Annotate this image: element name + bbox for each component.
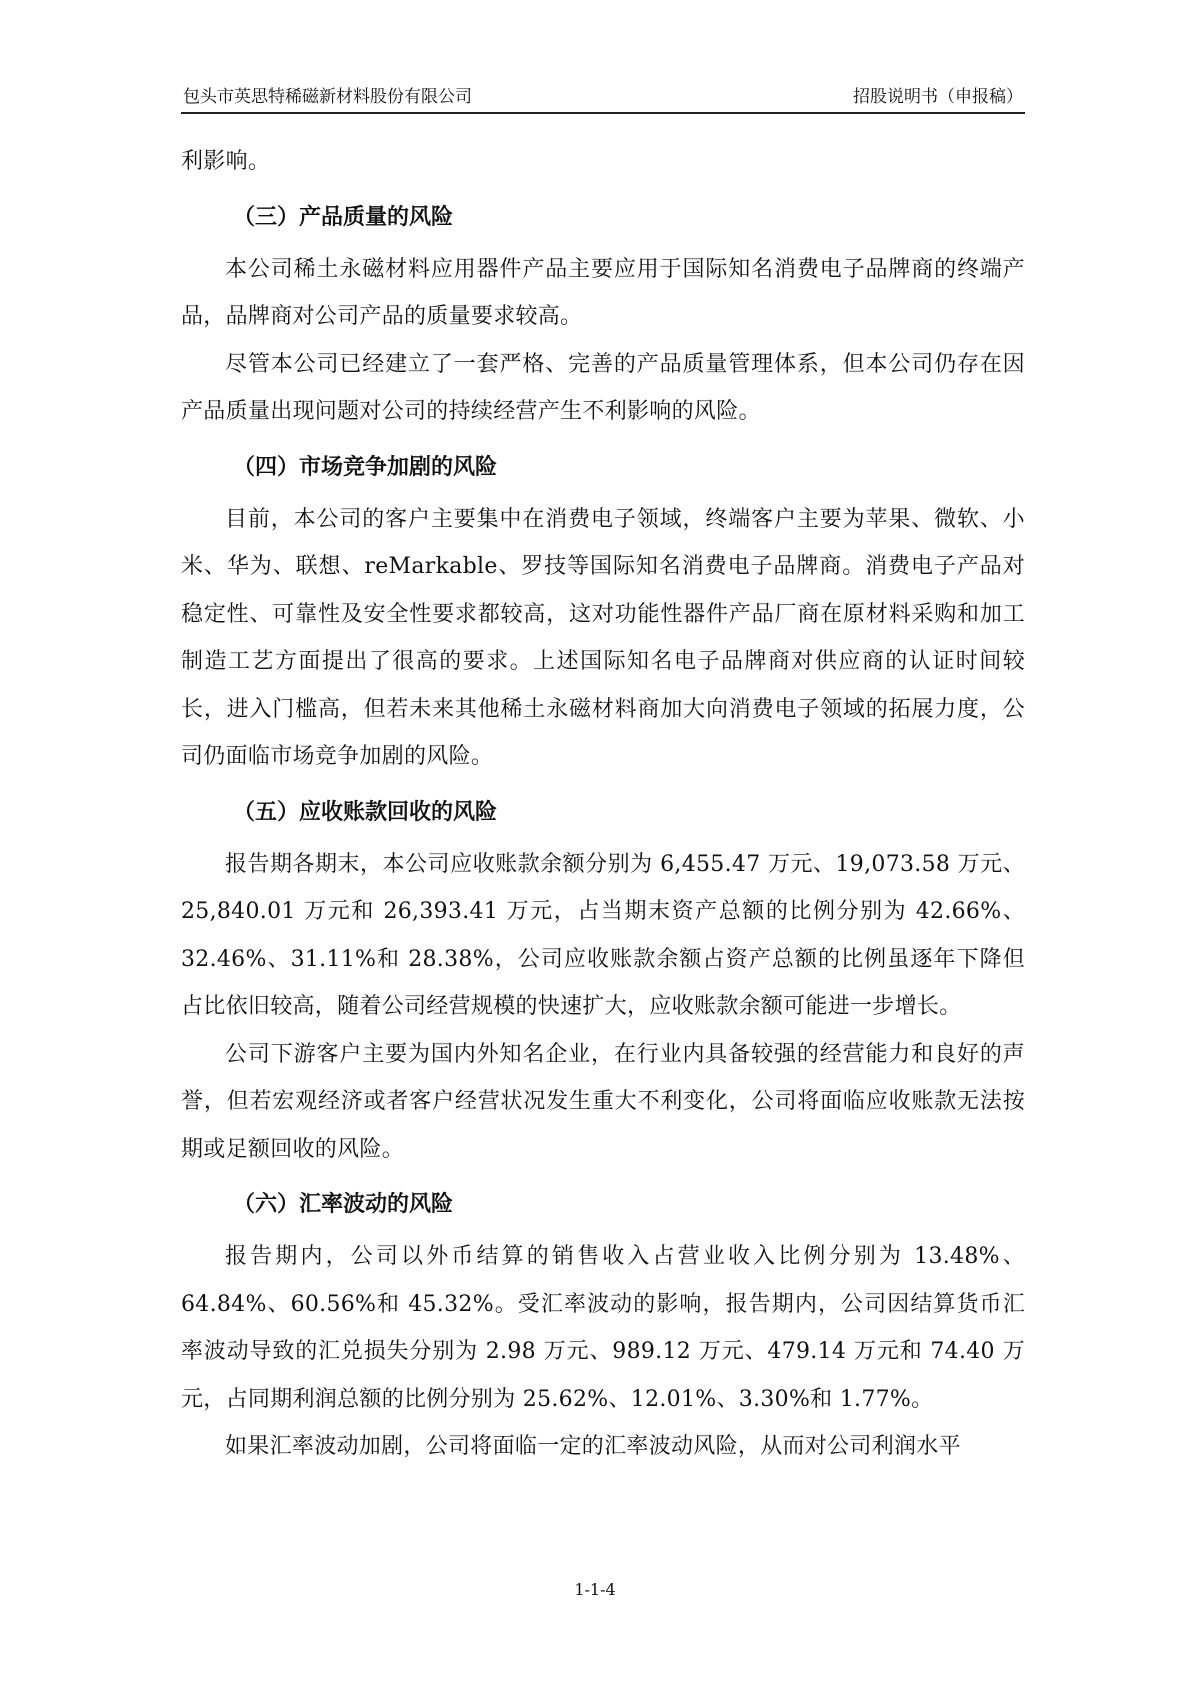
- section-heading-receivables: （五）应收账款回收的风险: [233, 798, 498, 825]
- paragraph: 目前，本公司的客户主要集中在消费电子领域，终端客户主要为苹果、微软、小米、华为、联想、reMarkable、罗技等国际知名消费电子品牌商。消费电子产品对稳定性、可靠性及安全性要求都较高，这对功能性器件产品厂商在原材料采购和加工制造工艺方面提出了很高的要求。上述国际知名电子品牌商对供应商的认证时间较长，进入门槛高，但若未来其他稀土永磁材料商加大向消费电子领域的拓展力度，公司仍面临市场竞争加剧的风险。: [181, 506, 1025, 769]
- header-document-type: 招股说明书（申报稿）: [853, 87, 1023, 107]
- paragraph: 报告期各期末，本公司应收账款余额分别为 6,455.47 万元、19,073.58 万元、25,840.01 万元和 26,393.41 万元，占当期末资产总额的比例分别为 42.66%、32.46%、31.11%和 28.38%，公司应收账款余额占资产总额的比例虽逐年下降但占比依旧较高，随着公司经营规模的快速扩大，应收账款余额可能进一步增长。: [181, 851, 1025, 1019]
- paragraph: 报告期内，公司以外币结算的销售收入占营业收入比例分别为 13.48%、64.84%、60.56%和 45.32%。受汇率波动的影响，报告期内，公司因结算货币汇率波动导致的汇兑损失分别为 2.98 万元、989.12 万元、479.14 万元和 74.40 万元，占同期利润总额的比例分别为 25.62%、12.01%、3.30%和 1.77%。: [181, 1244, 1025, 1412]
- paragraph: 公司下游客户主要为国内外知名企业，在行业内具备较强的经营能力和良好的声誉，但若宏观经济或者客户经营状况发生重大不利变化，公司将面临应收账款无法按期或足额回收的风险。: [181, 1041, 1025, 1162]
- page-number: 1-1-4: [574, 1580, 616, 1599]
- section-heading-exchange-rate: （六）汇率波动的风险: [233, 1191, 454, 1217]
- section-heading-market-competition: （四）市场竞争加剧的风险: [233, 453, 498, 480]
- page-header: [181, 82, 1025, 114]
- paragraph: 本公司稀土永磁材料应用器件产品主要应用于国际知名消费电子品牌商的终端产品，品牌商对公司产品的质量要求较高。: [181, 256, 1025, 329]
- paragraph: 尽管本公司已经建立了一套严格、完善的产品质量管理体系，但本公司仍存在因产品质量出现问题对公司的持续经营产生不利影响的风险。: [181, 351, 1025, 424]
- paragraph-continuation: 利影响。: [181, 149, 271, 174]
- section-heading-product-quality: （三）产品质量的风险: [233, 203, 454, 230]
- paragraph: 如果汇率波动加剧，公司将面临一定的汇率波动风险，从而对公司利润水平: [225, 1434, 961, 1459]
- document-body: [181, 138, 1025, 1471]
- header-company-name: 包头市英思特稀磁新材料股份有限公司: [183, 87, 472, 107]
